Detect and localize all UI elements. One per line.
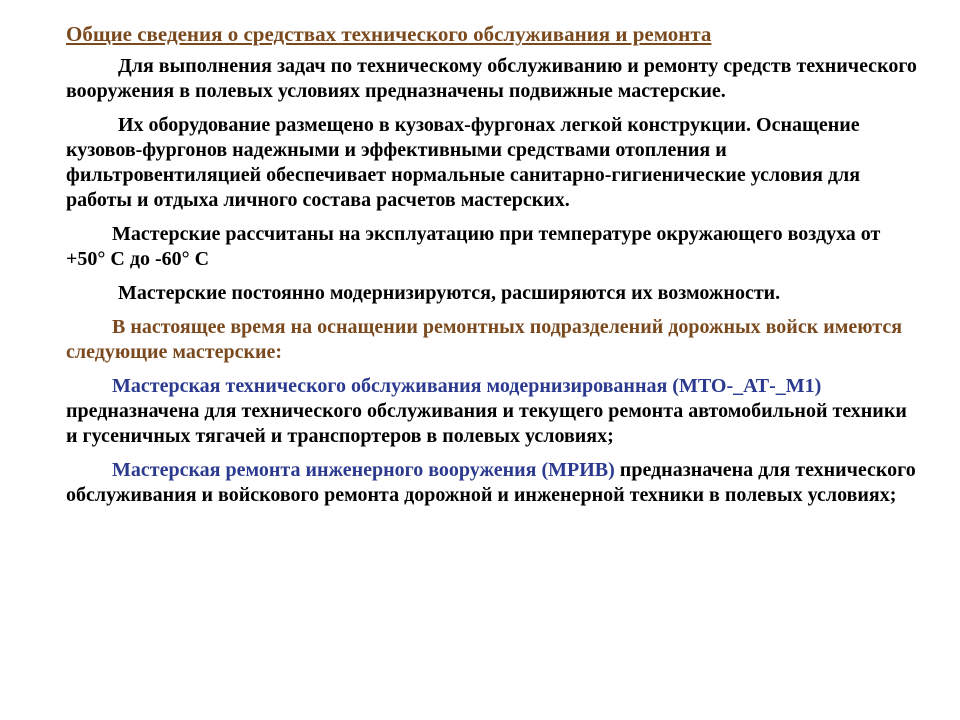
paragraph-mobile-workshops: Для выполнения задач по техническому обслуживанию и ремонту средств технического вооружения в полевых условиях предназначены подвижные мастерские.	[66, 55, 917, 102]
paragraph-workshops-intro: В настоящее время на оснащении ремонтных подразделений дорожных войск имеются следующие мастерские:	[66, 316, 903, 363]
paragraph-modernization: Мастерские постоянно модернизируются, расширяются их возможности.	[118, 282, 781, 304]
workshop-desc-mto: предназначена для технического обслуживания и текущего ремонта автомобильной техники и гусеничных тягачей и транспортеров в полевых условиях;	[66, 400, 907, 447]
page-title: Общие сведения о средствах технического обслуживания и ремонта	[66, 22, 712, 46]
workshop-name-mriv: Мастерская ремонта инженерного вооружения (МРИВ)	[112, 459, 615, 481]
workshop-desc-mriv: предназначена для технического обслуживания и войскового ремонта дорожной и инженерной техники в полевых условиях;	[66, 459, 916, 506]
workshop-name-mto: Мастерская технического обслуживания модернизированная (МТО-_АТ-_М1)	[112, 375, 822, 397]
paragraph-mriv	[66, 458, 920, 508]
paragraph-temperature: Мастерские рассчитаны на эксплуатацию при температуре окружающего воздуха от +50° С до -60° С	[66, 223, 881, 270]
paragraph-equipment: Их оборудование размещено в кузовах-фургонах легкой конструкции. Оснащение кузовов-фургонов надежными и эффективными средствами отопления и фильтровентиляцией обеспечивает нормальные санитарно-гигиенические условия для работы и отдыха личного состава расчетов мастерских.	[66, 114, 861, 211]
paragraph-mto	[66, 374, 920, 449]
